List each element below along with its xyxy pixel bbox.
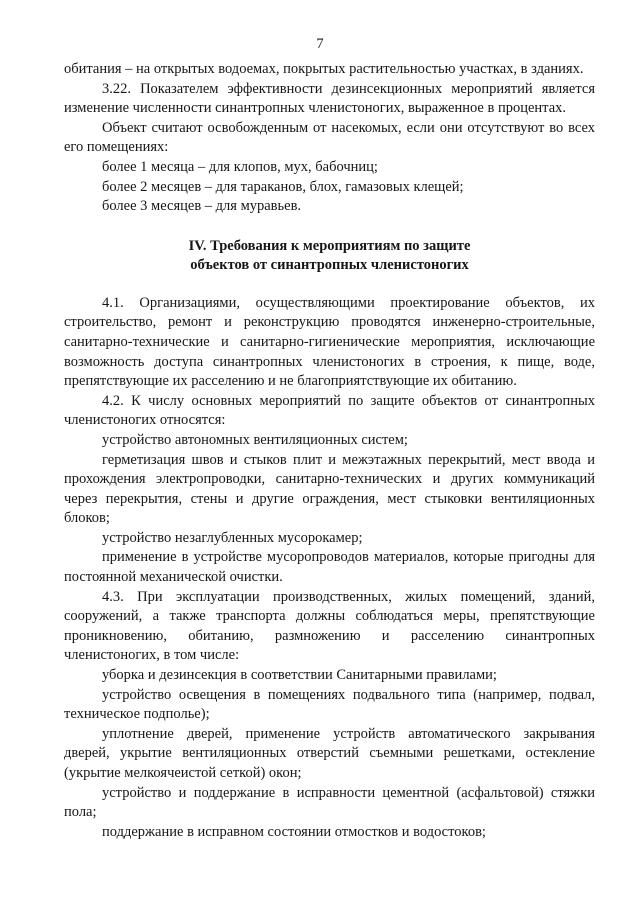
paragraph: 3.22. Показателем эффективности дезинсекционных мероприятий является изменение численности синантропных членистоногих, выраженное в процентах.	[64, 80, 595, 117]
list-item: поддержание в исправном состоянии отмостков и водостоков;	[102, 823, 486, 840]
paragraph: Объект считают освобожденным от насекомых, если они отсутствуют во всех его помещениях:	[64, 119, 595, 156]
list-item: применение в устройстве мусоропроводов материалов, которые пригодны для постоянной механической очистки.	[64, 549, 595, 586]
list-item: уплотнение дверей, применение устройств автоматического закрывания дверей, укрытие вентиляционных отверстий съемными решетками, остекление (укрытие мелкоячеистой сеткой) окон;	[64, 725, 595, 781]
section-heading	[64, 237, 595, 275]
document-body	[64, 60, 595, 842]
section-heading-line: IV. Требования к мероприятиям по защите	[188, 237, 471, 254]
list-item: более 2 месяцев – для тараканов, блох, гамазовых клещей;	[102, 178, 464, 195]
list-item: устройство и поддержание в исправности цементной (асфальтовой) стяжки пола;	[64, 784, 595, 821]
list-item: более 1 месяца – для клопов, мух, бабочниц;	[102, 158, 378, 175]
list-item: уборка и дезинсекция в соответствии Санитарными правилами;	[102, 667, 497, 684]
list-item: устройство освещения в помещениях подвального типа (например, подвал, техническое подполье);	[64, 686, 595, 723]
section-heading-line: объектов от синантропных членистоногих	[190, 256, 469, 273]
paragraph: 4.2. К числу основных мероприятий по защите объектов от синантропных членистоногих относятся:	[64, 392, 595, 429]
paragraph: обитания – на открытых водоемах, покрытых растительностью участках, в зданиях.	[64, 61, 584, 77]
list-item: герметизация швов и стыков плит и межэтажных перекрытий, мест ввода и прохождения электропроводки, санитарно-технических и других коммуникаций через перекрытия, стены и другие ограждения, мест стыковки вентиляционных блоков;	[64, 451, 595, 527]
paragraph: 4.1. Организациями, осуществляющими проектирование объектов, их строительство, ремонт и реконструкцию проводятся инженерно-строительные, санитарно-технические и санитарно-гигиенические мероприятия, исключающие возможность доступа синантропных членистоногих в строения, к пище, воде, препятствующие их расселению и не благоприятствующие их обитанию.	[64, 294, 595, 390]
list-item: устройство автономных вентиляционных систем;	[102, 431, 408, 448]
paragraph: 4.3. При эксплуатации производственных, жилых помещений, зданий, сооружений, а также транспорта должны соблюдаться меры, препятствующие проникновению, обитанию, размножению и расселению синантропных членистоногих, в том числе:	[64, 588, 595, 664]
list-item: устройство незаглубленных мусорокамер;	[102, 529, 363, 546]
page-number: 7	[316, 36, 324, 52]
list-item: более 3 месяцев – для муравьев.	[102, 198, 302, 215]
